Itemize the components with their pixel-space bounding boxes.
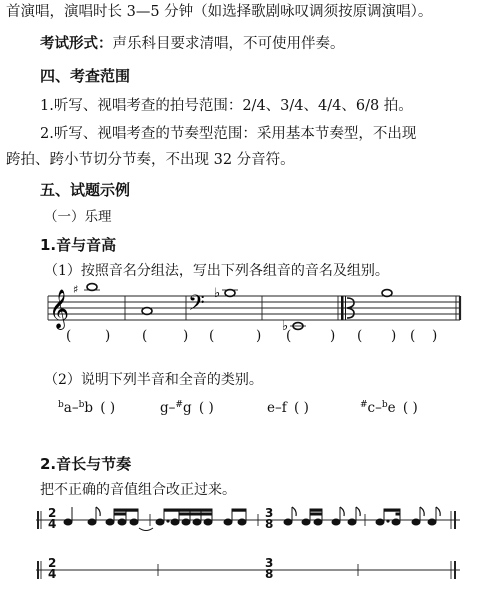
q3-answer-line bbox=[36, 561, 460, 579]
answer-blank-open[interactable]: ( bbox=[66, 328, 72, 344]
answer-blank-close: ) bbox=[105, 328, 111, 344]
interval-item-4: #c–$^b$e ( ) bbox=[360, 400, 418, 416]
answer-blank-close: ) bbox=[183, 328, 189, 344]
interval-answer-blank[interactable]: ( ) bbox=[198, 400, 214, 416]
answer-blank-close: ) bbox=[391, 328, 397, 344]
q2-prompt: （2）说明下列半音和全音的类别。 bbox=[44, 372, 263, 388]
subsection-music-theory: （一）乐理 bbox=[44, 209, 112, 225]
intro-text-line: 首演唱，演唱时长 3—5 分钟（如选择歌剧咏叹调须按原调演唱）。 bbox=[6, 4, 433, 20]
answer-blank-open[interactable]: ( bbox=[357, 328, 363, 344]
section4-item2-line2: 跨拍、跨小节切分节奏，不出现 32 分音符。 bbox=[6, 152, 295, 168]
answer-blank-close: ) bbox=[330, 328, 336, 344]
time-signature-2-4-answer: 2 4 bbox=[48, 556, 57, 581]
interval-item-2: g–#g ( ) bbox=[160, 400, 214, 416]
section4-item1: 1.听写、视唱考查的拍号范围：2/4、3/4、4/4、6/8 拍。 bbox=[40, 98, 413, 114]
answer-blank-open[interactable]: ( bbox=[142, 328, 148, 344]
svg-text:♯: ♯ bbox=[73, 283, 79, 296]
interval-item-1: $^b$a–$^b$b ( ) bbox=[58, 400, 116, 416]
bass-clef-icon: 𝄢 bbox=[188, 291, 205, 321]
interval-answer-blank[interactable]: ( ) bbox=[100, 400, 116, 416]
section5-heading: 五、试题示例 bbox=[40, 181, 131, 199]
section4-heading: 四、考查范围 bbox=[40, 67, 131, 85]
answer-blank-open[interactable]: ( bbox=[410, 328, 416, 344]
svg-text:♭: ♭ bbox=[282, 319, 289, 334]
svg-text:♭: ♭ bbox=[214, 286, 221, 301]
exam-form-label: 考试形式： bbox=[40, 35, 113, 52]
q1-note-5 bbox=[382, 290, 392, 297]
q1-note-1 bbox=[73, 283, 100, 296]
answer-blank-close: ) bbox=[432, 328, 438, 344]
exam-form-text: 声乐科目要求清唱，不可使用伴奏。 bbox=[112, 36, 345, 52]
q1-note-3 bbox=[214, 286, 238, 301]
section4-item2-line1: 2.听写、视唱考查的节奏型范围：采用基本节奏型，不出现 bbox=[40, 126, 417, 142]
interval-item-3: e–f ( ) bbox=[267, 400, 309, 416]
q3-rhythm-notes-1 bbox=[64, 507, 440, 531]
q1-title: 1.音与音高 bbox=[40, 236, 117, 254]
q1-prompt: （1）按照音名分组法，写出下列各组音的音名及组别。 bbox=[44, 263, 389, 279]
time-signature-2-4: 2 4 bbox=[48, 506, 57, 531]
q1-note-2 bbox=[142, 308, 152, 315]
answer-blank-close: ) bbox=[256, 328, 262, 344]
treble-clef-icon: 𝄞 bbox=[49, 289, 70, 329]
interval-answer-blank[interactable]: ( ) bbox=[294, 400, 309, 416]
q1-staff bbox=[48, 296, 460, 320]
answer-blank-open[interactable]: ( bbox=[286, 328, 292, 344]
answer-blank-open[interactable]: ( bbox=[209, 328, 215, 344]
interval-answer-blank[interactable]: ( ) bbox=[402, 400, 418, 416]
q3-prompt: 把不正确的音值组合改正过来。 bbox=[40, 482, 236, 498]
time-signature-3-8-answer: 3 8 bbox=[265, 556, 274, 581]
time-signature-3-8: 3 8 bbox=[265, 506, 274, 531]
q3-title: 2.音长与节奏 bbox=[40, 455, 132, 473]
